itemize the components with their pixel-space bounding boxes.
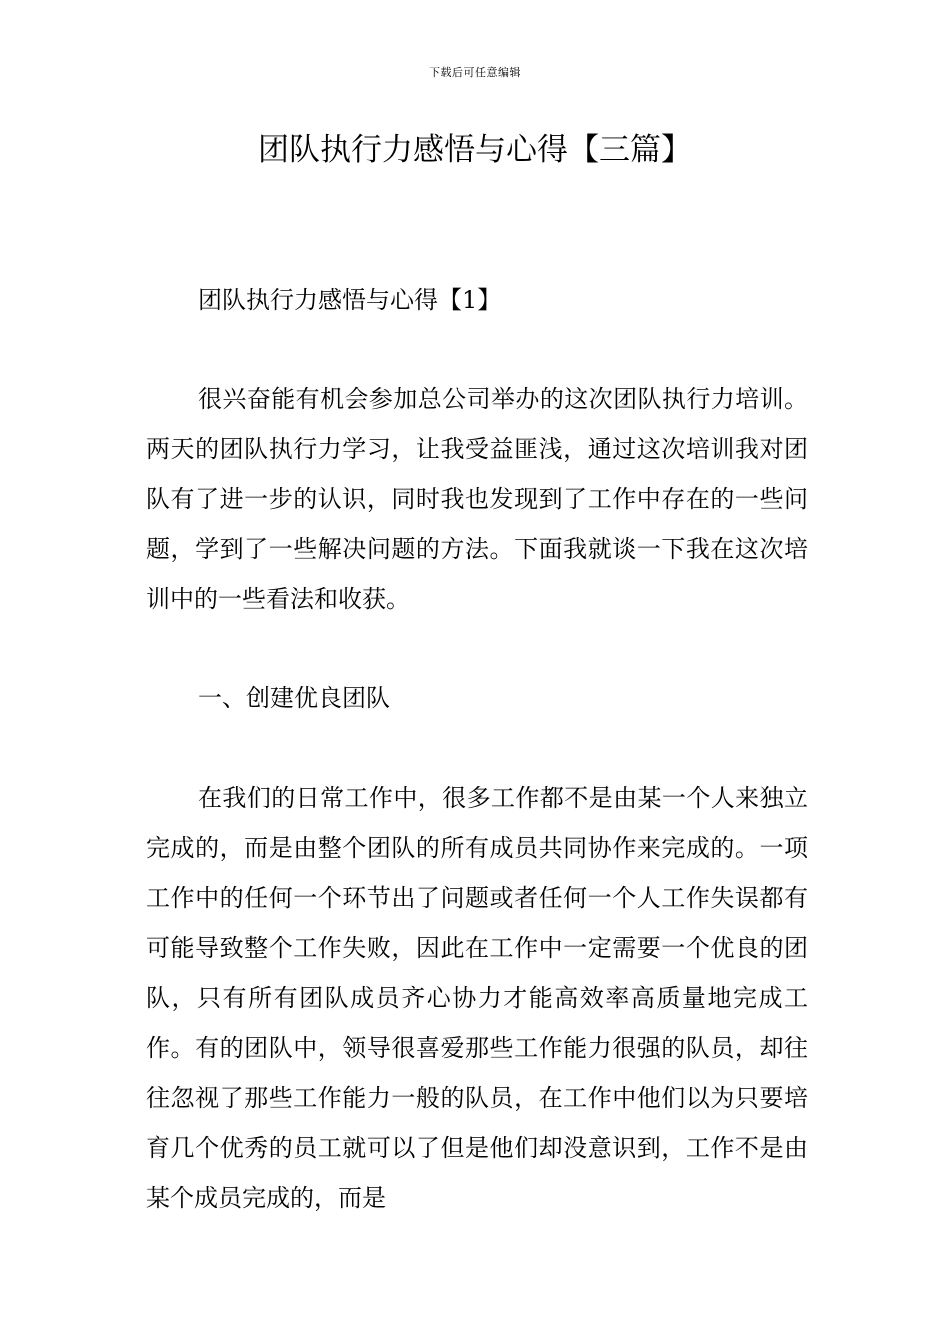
section-heading: 一、创建优良团队 <box>198 684 390 712</box>
paragraph-intro: 很兴奋能有机会参加总公司举办的这次团队执行力培训。两天的团队执行力学习，让我受益匪浅，通过这次培训我对团队有了进一步的认识，同时我也发现到了工作中存在的一些问题，学到了一些解决问题的方法。下面我就谈一下我在这次培训中的一些看法和收获。 <box>146 385 808 613</box>
paragraph-body: 在我们的日常工作中，很多工作都不是由某一个人来独立完成的，而是由整个团队的所有成员共同协作来完成的。一项工作中的任何一个环节出了问题或者任何一个人工作失误都有可能导致整个工作失败，因此在工作中一定需要一个优良的团队，只有所有团队成员齐心协力才能高效率高质量地完成工作。有的团队中，领导很喜爱那些工作能力很强的队员，却往往忽视了那些工作能力一般的队员，在工作中他们以为只要培育几个优秀的员工就可以了但是他们却没意识到，工作不是由某个成员完成的，而是 <box>146 784 808 1212</box>
document-title: 团队执行力感悟与心得【三篇】 <box>258 132 692 168</box>
header-note: 下载后可任意编辑 <box>429 66 521 79</box>
section-subtitle: 团队执行力感悟与心得【1】 <box>198 286 502 314</box>
